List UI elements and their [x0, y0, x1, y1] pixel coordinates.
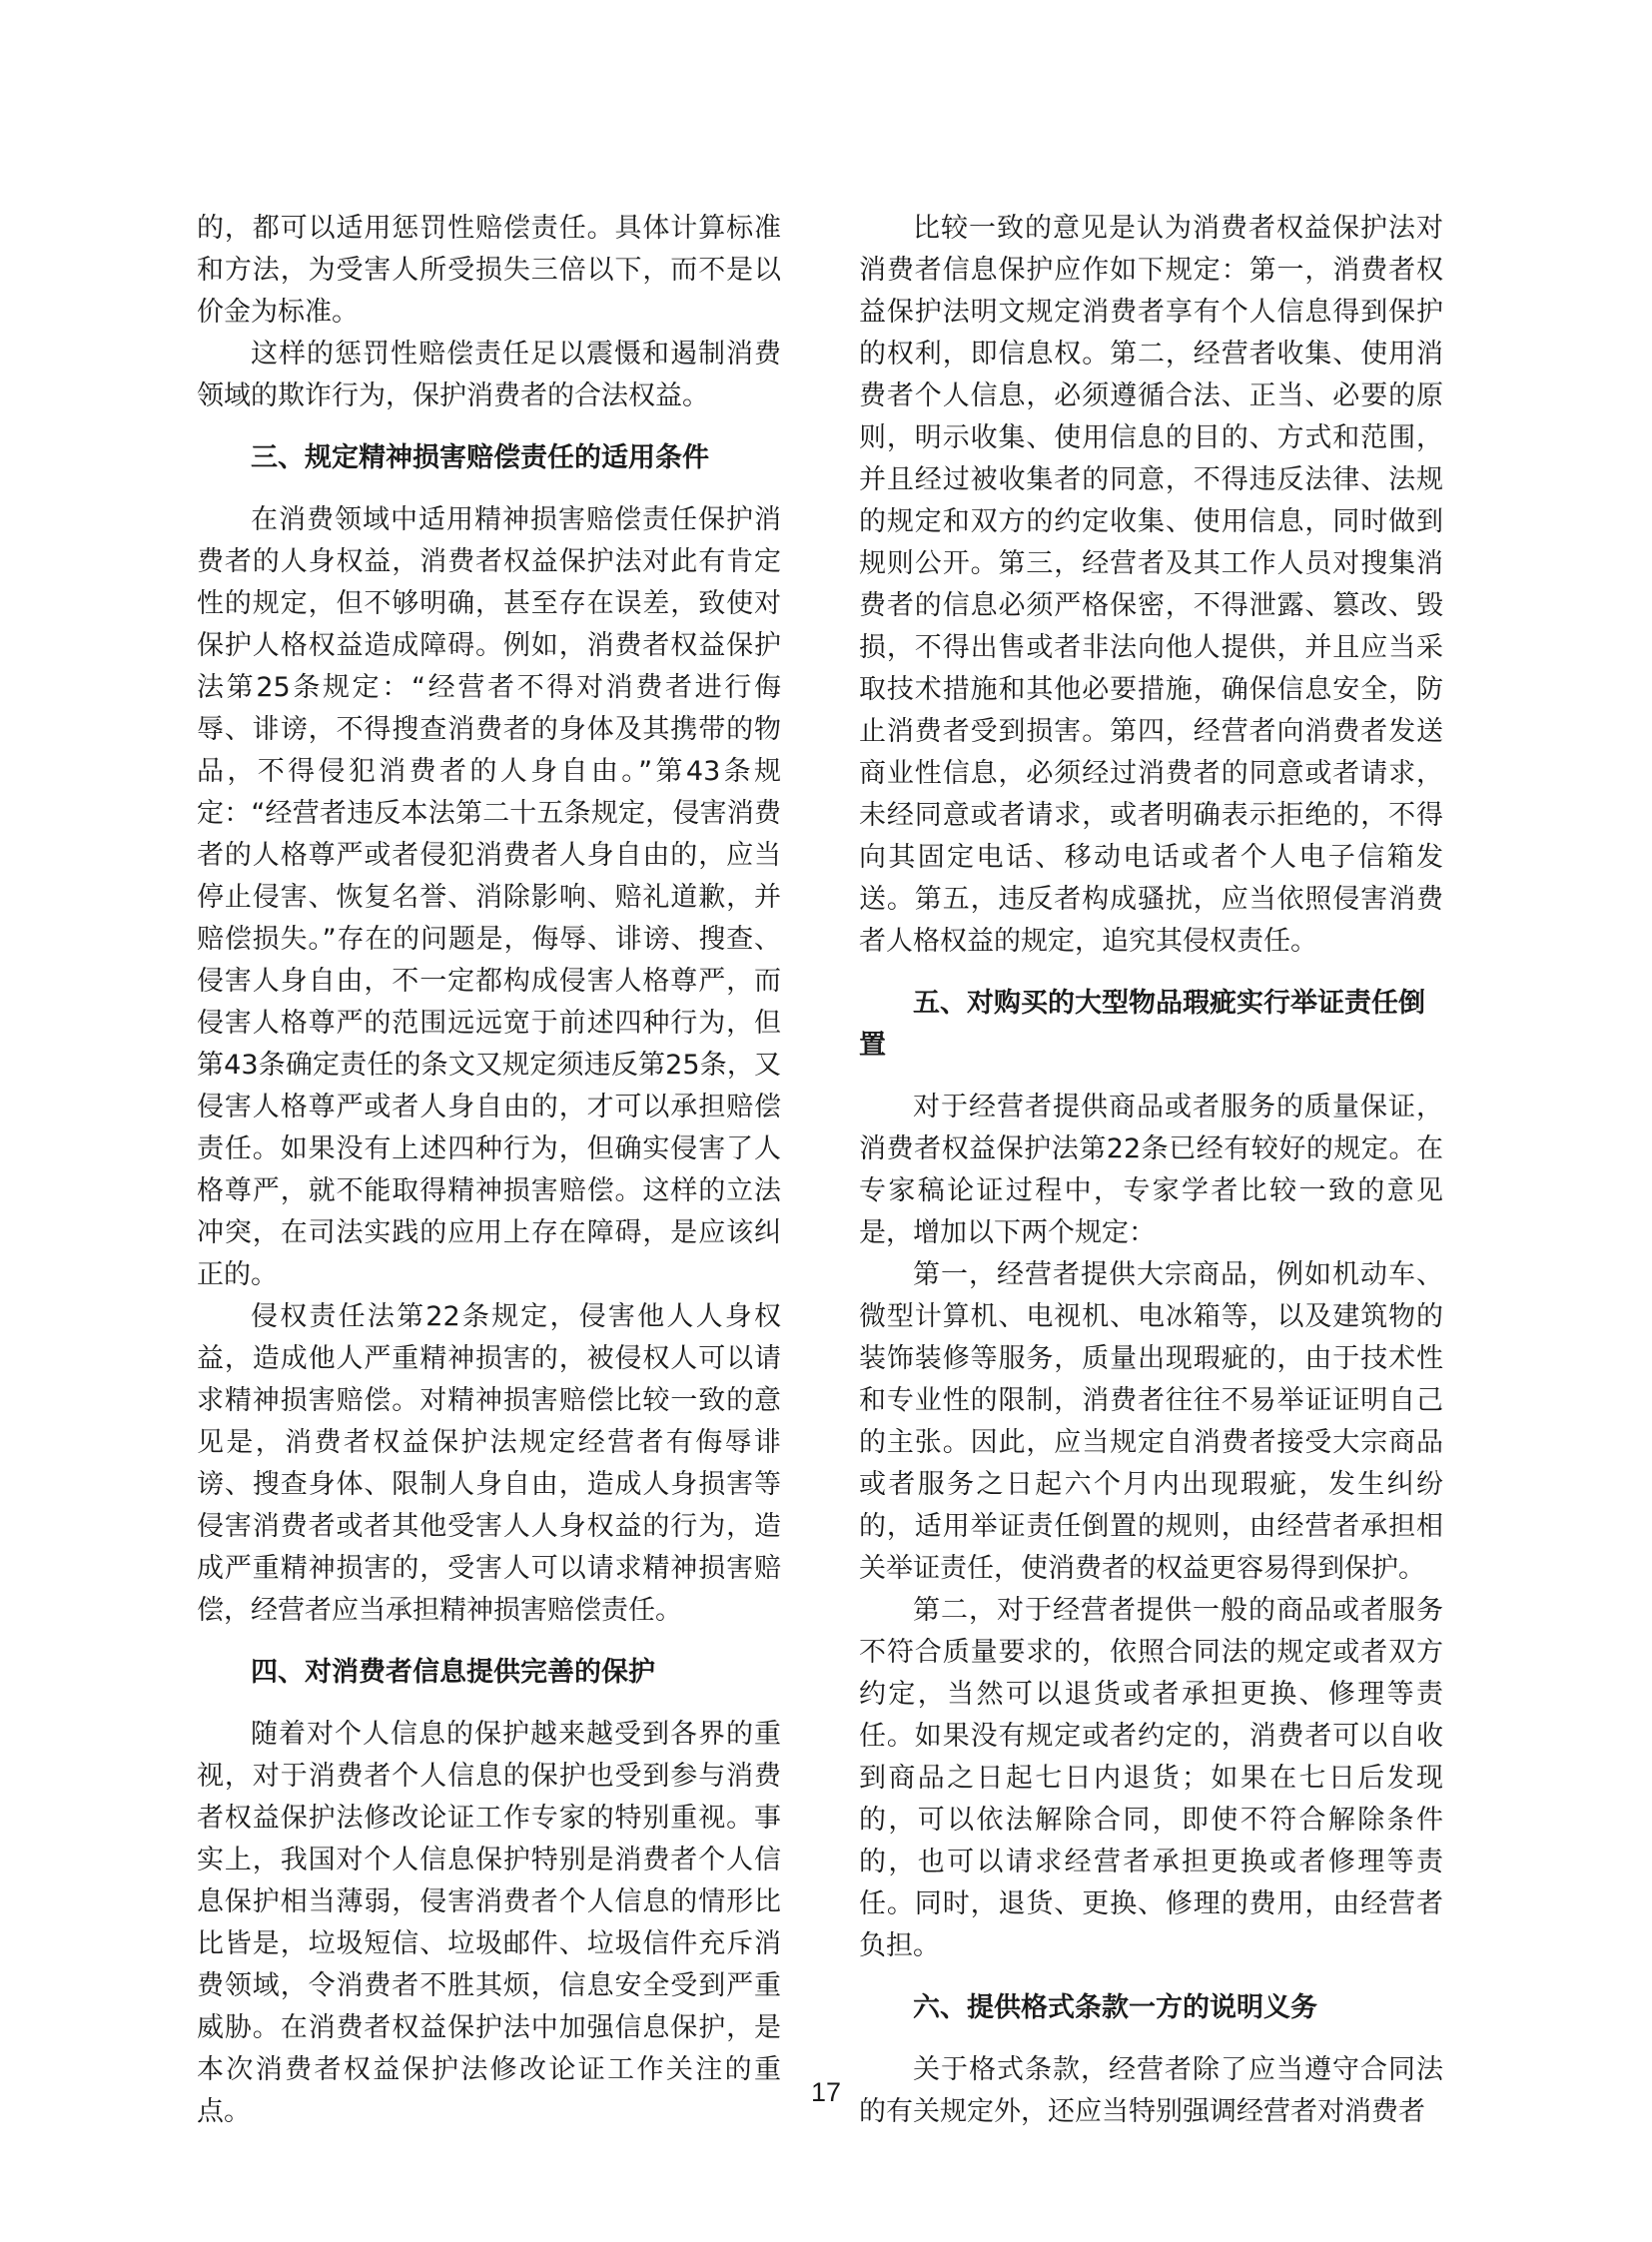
paragraph: 第一，经营者提供大宗商品，例如机动车、微型计算机、电视机、电冰箱等，以及建筑物的装饰装修等服务，质量出现瑕疵的，由于技术性和专业性的限制，消费者往往不易举证证明自己的主张。因此，应当规定自消费者接受大宗商品或者服务之日起六个月内出现瑕疵，发生纠纷的，适用举证责任倒置的规则，由经营者承担相关举证责任，使消费者的权益更容易得到保护。	[859, 1259, 1443, 1584]
paragraph: 关于格式条款，经营者除了应当遵守合同法的有关规定外，还应当特别强调经营者对消费者	[859, 2054, 1443, 2127]
paragraph: 这样的惩罚性赔偿责任足以震慑和遏制消费领域的欺诈行为，保护消费者的合法权益。	[197, 339, 781, 411]
paragraph: 对于经营者提供商品或者服务的质量保证，消费者权益保护法第22条已经有较好的规定。在专家稿论证过程中，专家学者比较一致的意见是，增加以下两个规定：	[859, 1092, 1443, 1248]
section-heading: 三、规定精神损害赔偿责任的适用条件	[251, 442, 709, 473]
section-heading: 四、对消费者信息提供完善的保护	[251, 1657, 655, 1688]
page-number: 17	[810, 2077, 842, 2107]
paragraph: 的，都可以适用惩罚性赔偿责任。具体计算标准和方法，为受害人所受损失三倍以下，而不是以价金为标准。	[197, 213, 781, 328]
paragraph: 比较一致的意见是认为消费者权益保护法对消费者信息保护应作如下规定：第一，消费者权益保护法明文规定消费者享有个人信息得到保护的权利，即信息权。第二，经营者收集、使用消费者个人信息，必须遵循合法、正当、必要的原则，明示收集、使用信息的目的、方式和范围，并且经过被收集者的同意，不得违反法律、法规的规定和双方的约定收集、使用信息，同时做到规则公开。第三，经营者及其工作人员对搜集消费者的信息必须严格保密，不得泄露、篡改、毁损，不得出售或者非法向他人提供，并且应当采取技术措施和其他必要措施，确保信息安全，防止消费者受到损害。第四，经营者向消费者发送商业性信息，必须经过消费者的同意或者请求，未经同意或者请求，或者明确表示拒绝的，不得向其固定电话、移动电话或者个人电子信箱发送。第五，违反者构成骚扰，应当依照侵害消费者人格权益的规定，追究其侵权责任。	[859, 213, 1443, 957]
section-heading: 六、提供格式条款一方的说明义务	[913, 1992, 1317, 2023]
section-heading: 五、对购买的大型物品瑕疵实行举证责任倒置	[859, 988, 1425, 1061]
paragraph: 第二，对于经营者提供一般的商品或者服务不符合质量要求的，依照合同法的规定或者双方约定，当然可以退货或者承担更换、修理等责任。如果没有规定或者约定的，消费者可以自收到商品之日起七日内退货；如果在七日后发现的，可以依法解除合同，即使不符合解除条件的，也可以请求经营者承担更换或者修理等责任。同时，退货、更换、修理的费用，由经营者负担。	[859, 1595, 1443, 1961]
right-column	[859, 208, 1443, 2133]
left-column	[197, 208, 781, 2133]
paragraph: 随着对个人信息的保护越来越受到各界的重视，对于消费者个人信息的保护也受到参与消费者权益保护法修改论证工作专家的特别重视。事实上，我国对个人信息保护特别是消费者个人信息保护相当薄弱，侵害消费者个人信息的情形比比皆是，垃圾短信、垃圾邮件、垃圾信件充斥消费领域，令消费者不胜其烦，信息安全受到严重威胁。在消费者权益保护法中加强信息保护，是本次消费者权益保护法修改论证工作关注的重点。	[197, 1719, 781, 2127]
paragraph: 在消费领域中适用精神损害赔偿责任保护消费者的人身权益，消费者权益保护法对此有肯定性的规定，但不够明确，甚至存在误差，致使对保护人格权益造成障碍。例如，消费者权益保护法第25条规定：“经营者不得对消费者进行侮辱、诽谤，不得搜查消费者的身体及其携带的物品，不得侵犯消费者的人身自由。”第43条规定：“经营者违反本法第二十五条规定，侵害消费者的人格尊严或者侵犯消费者人身自由的，应当停止侵害、恢复名誉、消除影响、赔礼道歉，并赔偿损失。”存在的问题是，侮辱、诽谤、搜查、侵害人身自由，不一定都构成侵害人格尊严，而侵害人格尊严的范围远远宽于前述四种行为，但第43条确定责任的条文又规定须违反第25条，又侵害人格尊严或者人身自由的，才可以承担赔偿责任。如果没有上述四种行为，但确实侵害了人格尊严，就不能取得精神损害赔偿。这样的立法冲突，在司法实践的应用上存在障碍，是应该纠正的。	[197, 504, 781, 1290]
paragraph: 侵权责任法第22条规定，侵害他人人身权益，造成他人严重精神损害的，被侵权人可以请求精神损害赔偿。对精神损害赔偿比较一致的意见是，消费者权益保护法规定经营者有侮辱诽谤、搜查身体、限制人身自由，造成人身损害等侵害消费者或者其他受害人人身权益的行为，造成严重精神损害的，受害人可以请求精神损害赔偿，经营者应当承担精神损害赔偿责任。	[197, 1301, 781, 1626]
